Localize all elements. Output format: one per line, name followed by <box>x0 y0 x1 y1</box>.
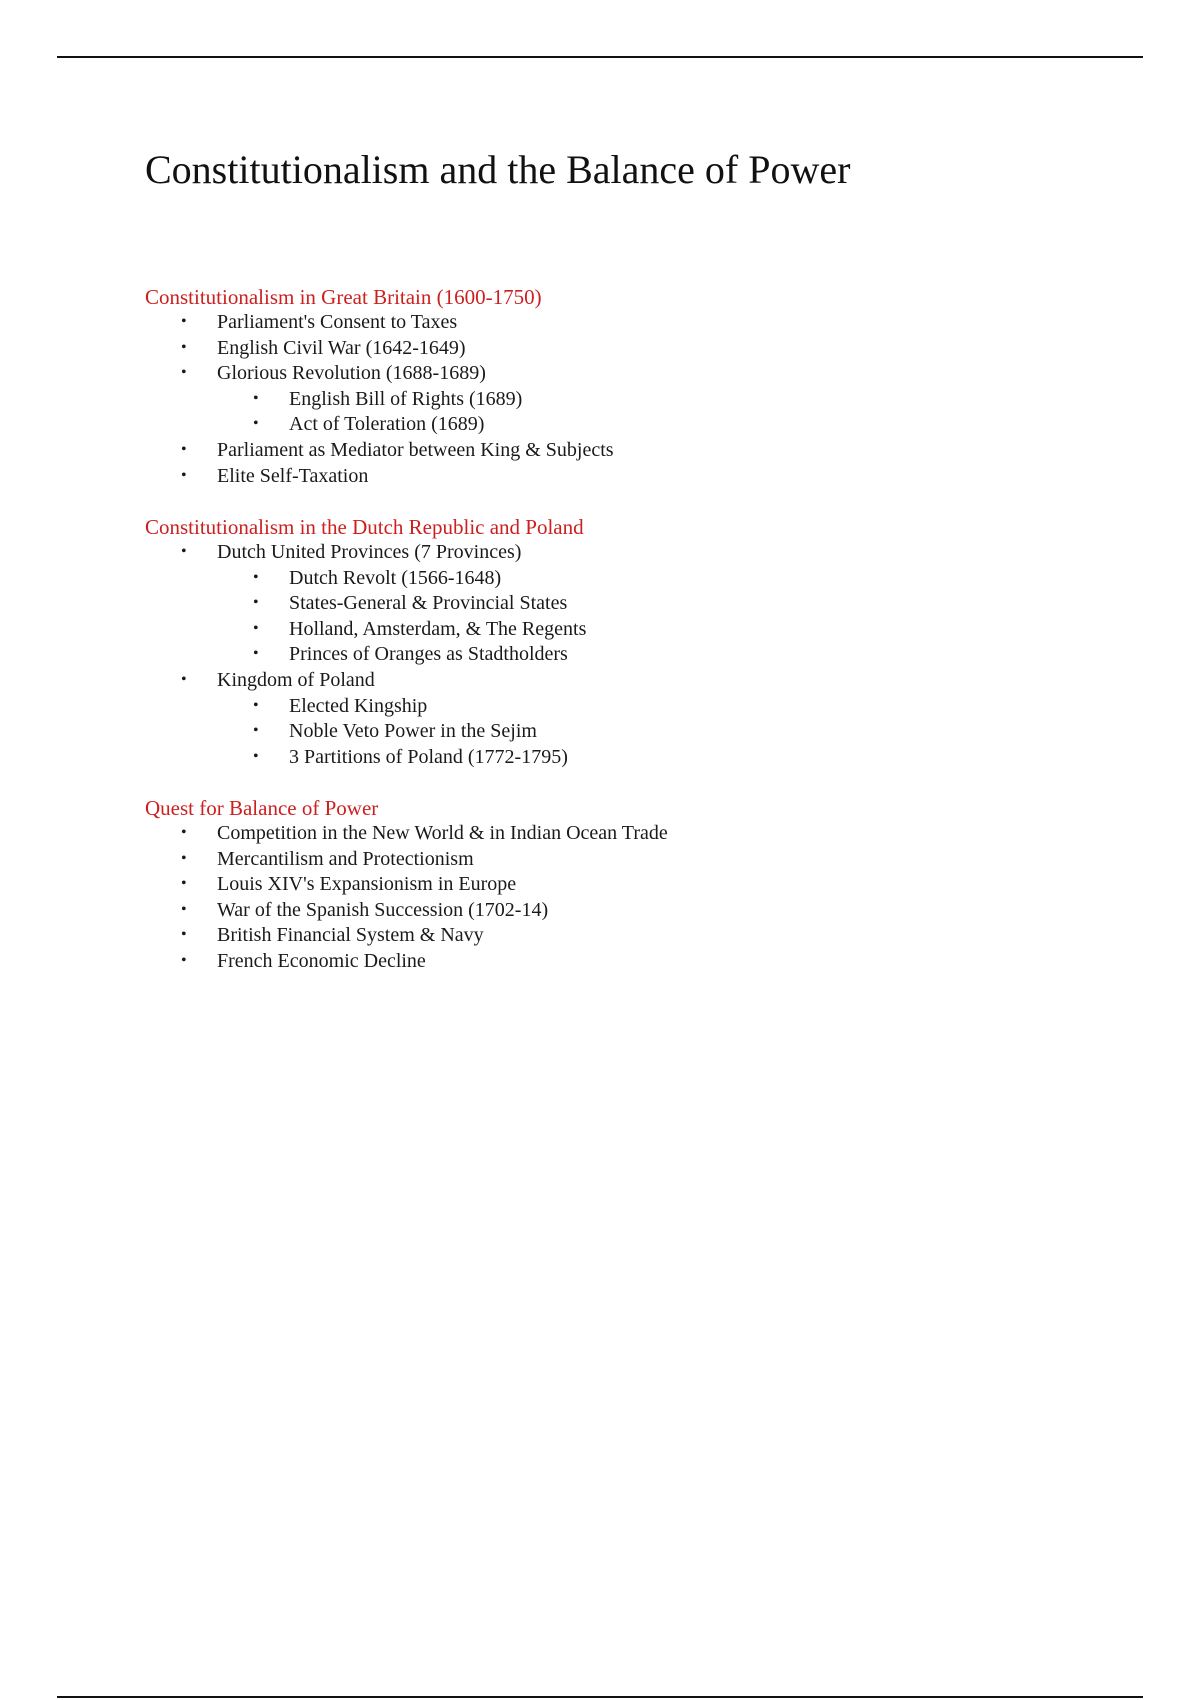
list-item-text: French Economic Decline <box>217 949 426 972</box>
list-item-text: Louis XIV's Expansionism in Europe <box>217 873 517 896</box>
bullet-icon: • <box>253 722 259 740</box>
bullet-icon: • <box>253 415 259 433</box>
sub-list-item <box>217 617 586 643</box>
bullet-icon: • <box>253 619 259 637</box>
list-item-text: Mercantilism and Protectionism <box>217 847 474 870</box>
section-heading: Quest for Balance of Power <box>145 796 379 820</box>
list-item <box>145 847 668 873</box>
sub-bullet-list <box>217 694 586 771</box>
sub-list-item-text: Act of Toleration (1689) <box>289 413 485 436</box>
list-item <box>145 923 668 949</box>
bullet-icon: • <box>181 338 187 356</box>
list-item-text: Dutch United Provinces (7 Provinces) <box>217 541 522 563</box>
top-rule <box>57 56 1143 58</box>
bullet-icon: • <box>181 364 187 382</box>
section-heading: Constitutionalism in the Dutch Republic and Poland <box>145 515 584 539</box>
bullet-icon: • <box>253 747 259 765</box>
sub-list-item <box>217 566 586 592</box>
bullet-icon: • <box>181 875 187 893</box>
list-item-text: Parliament as Mediator between King & Subjects <box>217 438 614 461</box>
bullet-list <box>145 310 614 489</box>
section-balance-of-power <box>145 795 668 975</box>
list-item <box>145 872 668 898</box>
bullet-icon: • <box>253 568 259 586</box>
sub-list-item-text: Elected Kingship <box>289 694 428 717</box>
bullet-list <box>145 540 586 770</box>
bullet-icon: • <box>181 670 187 688</box>
sub-bullet-list <box>217 387 614 438</box>
list-item <box>145 949 668 975</box>
sub-list-item <box>217 387 614 413</box>
sub-list-item <box>217 694 586 720</box>
bullet-list <box>145 821 668 975</box>
bullet-icon: • <box>181 849 187 867</box>
list-item <box>145 310 614 336</box>
list-item <box>145 438 614 464</box>
list-item <box>145 336 614 362</box>
list-item-text: Competition in the New World & in Indian Ocean Trade <box>217 822 668 844</box>
list-item-text: Glorious Revolution (1688-1689) <box>217 362 486 385</box>
bottom-rule <box>57 1696 1143 1698</box>
sub-list-item-text: Holland, Amsterdam, & The Regents <box>289 617 587 640</box>
bullet-icon: • <box>253 645 259 663</box>
bullet-icon: • <box>181 951 187 969</box>
page-title: Constitutionalism and the Balance of Power <box>145 147 851 192</box>
bullet-icon: • <box>253 696 259 714</box>
list-item <box>145 821 668 847</box>
sub-list-item <box>217 412 614 438</box>
sub-list-item-text: Princes of Oranges as Stadtholders <box>289 643 568 666</box>
list-item-text: Parliament's Consent to Taxes <box>217 311 458 333</box>
section-great-britain <box>145 284 614 489</box>
sub-bullet-list <box>217 566 586 668</box>
bullet-icon: • <box>181 900 187 918</box>
list-item <box>145 668 586 770</box>
sub-list-item <box>217 642 586 668</box>
list-item-text: Elite Self-Taxation <box>217 464 369 487</box>
bullet-icon: • <box>181 313 187 330</box>
list-item <box>145 540 586 668</box>
section-heading: Constitutionalism in Great Britain (1600-1750) <box>145 285 542 309</box>
sub-list-item-text: Dutch Revolt (1566-1648) <box>289 566 502 589</box>
bullet-icon: • <box>181 466 187 484</box>
section-dutch-republic-poland <box>145 514 586 770</box>
list-item-text: War of the Spanish Succession (1702-14) <box>217 898 549 921</box>
sub-list-item <box>217 719 586 745</box>
sub-list-item-text: 3 Partitions of Poland (1772-1795) <box>289 745 568 768</box>
list-item-text: Kingdom of Poland <box>217 668 375 691</box>
list-item <box>145 898 668 924</box>
list-item-text: English Civil War (1642-1649) <box>217 336 466 359</box>
sub-list-item-text: States-General & Provincial States <box>289 592 568 615</box>
list-item <box>145 361 614 438</box>
bullet-icon: • <box>253 389 259 407</box>
sub-list-item-text: English Bill of Rights (1689) <box>289 387 523 410</box>
list-item <box>145 464 614 490</box>
sub-list-item-text: Noble Veto Power in the Sejim <box>289 720 537 743</box>
sub-list-item <box>217 745 586 771</box>
bullet-icon: • <box>253 594 259 612</box>
bullet-icon: • <box>181 824 187 841</box>
bullet-icon: • <box>181 926 187 944</box>
bullet-icon: • <box>181 440 187 458</box>
bullet-icon: • <box>181 543 187 560</box>
sub-list-item <box>217 591 586 617</box>
list-item-text: British Financial System & Navy <box>217 924 484 947</box>
